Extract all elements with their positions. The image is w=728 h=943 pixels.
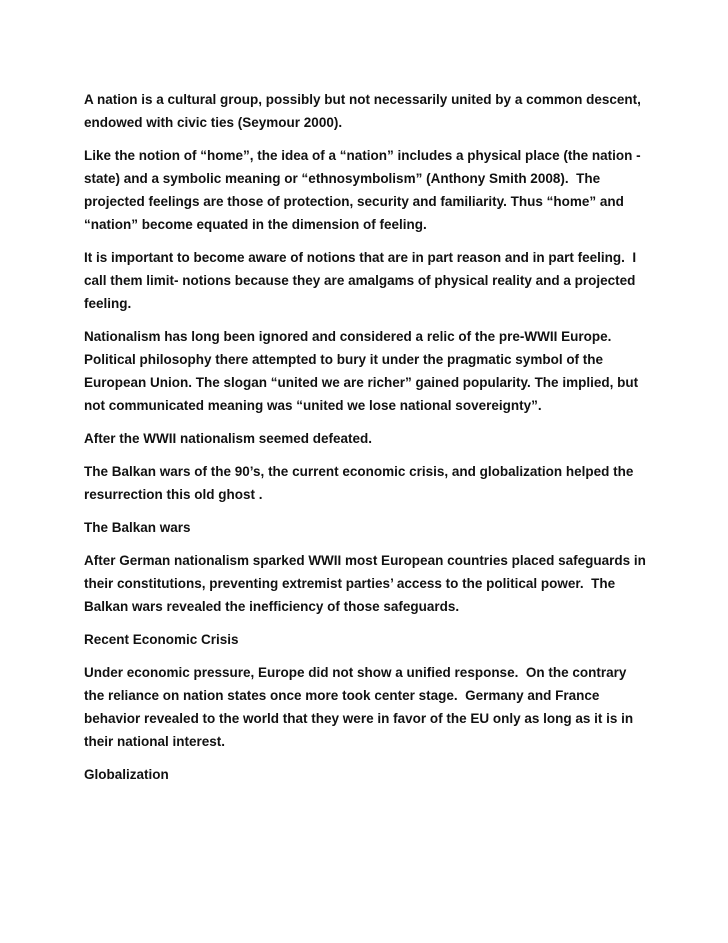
heading-balkan-wars: The Balkan wars: [84, 520, 191, 535]
paragraph-limit-notions: It is important to become aware of notions that are in part reason and in part feeling. I call them limit- notions because they are amalgams of physical reality and a projected feeling.: [84, 250, 640, 311]
paragraph-after-wwii: After the WWII nationalism seemed defeated.: [84, 431, 373, 446]
heading-globalization: Globalization: [84, 767, 169, 782]
heading-economic-crisis: Recent Economic Crisis: [84, 632, 239, 647]
paragraph-economic-crisis: Under economic pressure, Europe did not show a unified response. On the contrary the reliance on nation states once more took center stage. Germany and France behavior revealed to the world that they were in favor of the EU only as long as it is in their national interest.: [84, 665, 637, 749]
paragraph-nationalism-ignored: Nationalism has long been ignored and considered a relic of the pre-WWII Europe. Political philosophy there attempted to bury it under the pragmatic symbol of the European Union. The slogan “united we are richer” gained popularity. The implied, but not communicated meaning was “united we lose national sovereignty”.: [84, 329, 642, 413]
paragraph-nation-definition: A nation is a cultural group, possibly but not necessarily united by a common descent, endowed with civic ties (Seymour 2000).: [84, 92, 645, 130]
paragraph-resurrection: The Balkan wars of the 90’s, the current economic crisis, and globalization helped the resurrection this old ghost .: [84, 464, 638, 502]
paragraph-home-and-nation: Like the notion of “home”, the idea of a “nation” includes a physical place (the nation -state) and a symbolic meaning or “ethnosymbolism” (Anthony Smith 2008). The projected feelings are those of protection, security and familiarity. Thus “home” and “nation” become equated in the dimension of feeling.: [84, 148, 641, 232]
paragraph-balkan-wars: After German nationalism sparked WWII most European countries placed safeguards in their constitutions, preventing extremist parties’ access to the political power. The Balkan wars revealed the inefficiency of those safeguards.: [84, 553, 650, 614]
document-page: [84, 88, 650, 796]
